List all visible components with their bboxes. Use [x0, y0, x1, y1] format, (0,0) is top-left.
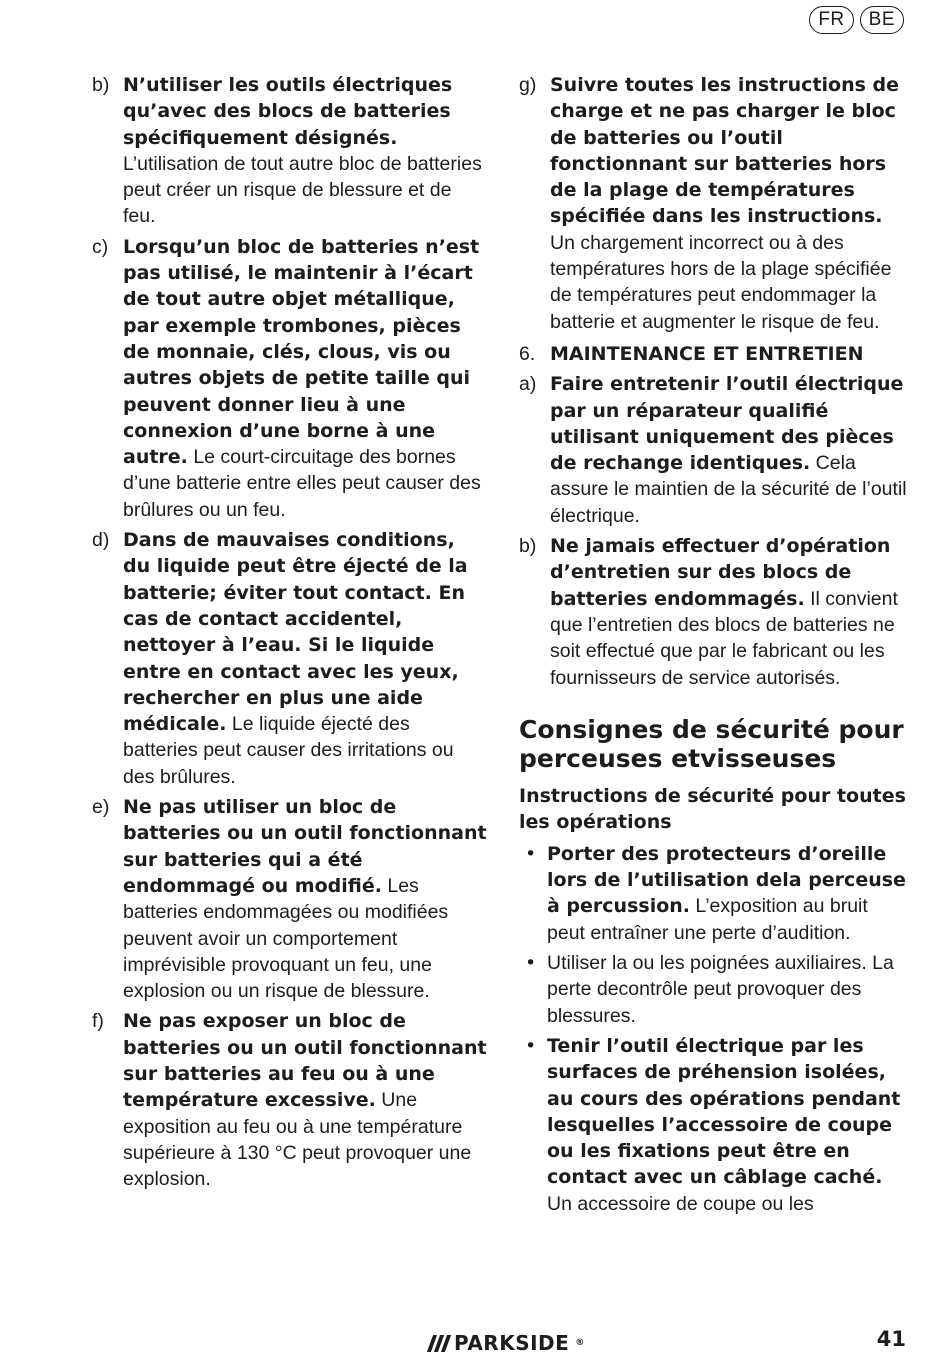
bullet-bold: Tenir l’outil électrique par les surfaces de préhension isolées, au cours des opérations pendant lesquelles l’accessoire de coupe ou les fixations peut être en contact avec un câblage caché.	[547, 1034, 901, 1189]
item-text: L’utilisation de tout autre bloc de batteries peut créer un risque de blessure et de feu.	[123, 152, 482, 228]
item-label: e)	[92, 796, 110, 819]
item-label: c)	[92, 235, 109, 258]
item-text: Il convient que l’entretien des blocs de batteries ne soit effectué que par le fabricant ou les fournisseurs de service autorisés.	[550, 587, 898, 689]
item-bold: Ne pas utiliser un bloc de batteries ou un outil fonctionnant sur batteries qui a été endommagé ou modifié.	[123, 796, 487, 897]
item-bold: Ne jamais effectuer d’opération d’entretien sur des blocs de batteries endommagés.	[550, 535, 891, 610]
left-column	[92, 72, 487, 1196]
item-g	[519, 72, 911, 335]
item-label: f)	[92, 1010, 104, 1033]
page-number: 41	[876, 1327, 906, 1351]
item-e	[92, 794, 487, 1004]
bullet-icon: •	[525, 1034, 537, 1057]
brand-name: PARKSIDE	[454, 1331, 570, 1355]
item-text: Une exposition au feu ou à une température supérieure à 130 °C peut provoquer une explosion.	[123, 1089, 472, 1191]
item-bold: Dans de mauvaises conditions, du liquide peut être éjecté de la batterie; éviter tout contact. En cas de contact accidentel, nettoyer à l’eau. Si le liquide entre en contact avec les yeux, rechercher en plus une aide médicale.	[123, 529, 468, 736]
item-text: Un chargement incorrect ou à des températures hors de la plage spécifiée de températures peut endommager la batterie et augmenter le risque de feu.	[550, 231, 892, 333]
lang-badge-be: BE	[860, 6, 904, 34]
item-label: a)	[519, 373, 537, 396]
bullet-item	[519, 950, 911, 1029]
item-label: b)	[92, 74, 110, 96]
bullet-bold: Porter des protecteurs d’oreille lors de l’utilisation dela perceuse à percussion.	[547, 842, 906, 918]
item-text: Les batteries endommagées ou modifiées peuvent avoir un comportement imprévisible provoquant un feu, une explosion ou un risque de blessure.	[123, 874, 449, 1003]
item-c	[92, 234, 487, 523]
bullet-item	[519, 1033, 911, 1217]
bullet-item	[519, 841, 911, 946]
bullet-icon: •	[525, 842, 537, 865]
item-text: Le court-circuitage des bornes d’une batterie entre elles peut causer des brûlures ou un feu.	[123, 446, 481, 521]
item-label: b)	[519, 535, 537, 558]
item-b	[92, 72, 487, 230]
item-bold: Faire entretenir l’outil électrique par un réparateur qualifié utilisant uniquement des pièces de rechange identiques.	[550, 373, 904, 475]
item-d	[92, 527, 487, 790]
registered-mark: ®	[575, 1338, 585, 1348]
item-bold: N’utiliser les outils électriques qu’avec des blocs de batteries spécifiquement désignés.	[123, 74, 453, 149]
section-heading: Consignes de sécurité pour perceuses etvisseuses	[519, 714, 904, 773]
language-badges	[809, 6, 904, 34]
section-number: 6.	[519, 342, 536, 365]
item-label: g)	[519, 74, 537, 96]
brand-slashes-icon	[430, 1335, 448, 1352]
item-text: Cela assure le maintien de la sécurité de l’outil électrique.	[550, 452, 907, 527]
bullet-text: L’exposition au bruit peut entraîner une perte d’audition.	[547, 895, 868, 944]
item-bold: Suivre toutes les instructions de charge et ne pas charger le bloc de batteries ou l’outil fonctionnant sur batteries hors de la plage de températures spécifiée dans les instructions.	[550, 74, 900, 228]
bullet-text: Utiliser la ou les poignées auxiliaires. La perte decontrôle peut provoquer des blessures.	[547, 952, 894, 1027]
item-f	[92, 1008, 487, 1192]
section-title: MAINTENANCE ET ENTRETIEN	[550, 342, 864, 365]
parkside-logo	[430, 1331, 585, 1355]
item-label: d)	[92, 529, 110, 552]
right-column	[519, 72, 911, 1221]
section-subheading: Instructions de sécurité pour toutes les opérations	[519, 784, 906, 833]
bullet-text: Un accessoire de coupe ou les	[547, 1192, 814, 1215]
item-b-maintenance	[519, 533, 911, 691]
item-bold: Lorsqu’un bloc de batteries n’est pas utilisé, le maintenir à l’écart de tout autre objet métallique, par exemple trombones, pièces de monnaie, clés, clous, vis ou autres objets de petite taille qui peuvent donner lieu à une connexion d’une borne à une autre.	[123, 235, 480, 469]
section-6-title	[519, 341, 911, 367]
item-a-maintenance	[519, 371, 911, 529]
lang-badge-fr: FR	[809, 6, 853, 34]
bullet-icon: •	[525, 952, 537, 975]
item-bold: Ne pas exposer un bloc de batteries ou un outil fonctionnant sur batteries au feu ou à une température excessive.	[123, 1010, 487, 1112]
item-text: Le liquide éjecté des batteries peut causer des irritations ou des brûlures.	[123, 713, 454, 788]
